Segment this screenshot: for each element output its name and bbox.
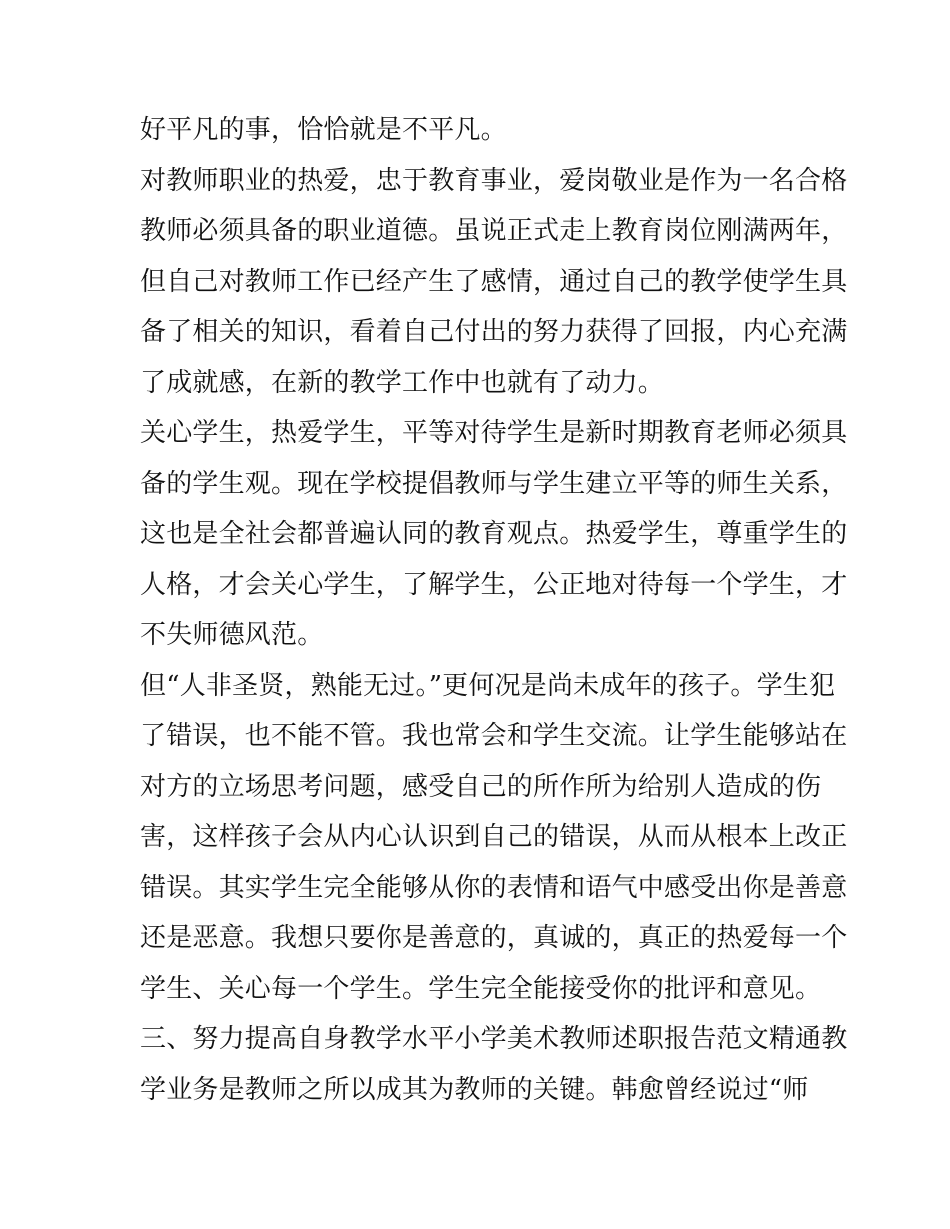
text-line: 对方的立场思考问题，感受自己的所作所为给别人造成的伤: [140, 771, 822, 802]
text-line: 不失师德风范。: [140, 620, 324, 650]
text-line: 备了相关的知识，看着自己付出的努力获得了回报，内心充满: [140, 317, 848, 347]
text-line: 学生、关心每一个学生。学生完全能接受你的批评和意见。: [140, 973, 822, 1004]
text-line: 错误。其实学生完全能够从你的表情和语气中感受出你是善意: [140, 872, 848, 903]
text-line: 还是恶意。我想只要你是善意的，真诚的，真正的热爱每一个: [140, 923, 848, 953]
text-line: 备的学生观。现在学校提倡教师与学生建立平等的师生关系，: [140, 468, 848, 499]
document-body: [140, 105, 848, 1115]
text-line: 人格，才会关心学生，了解学生，公正地对待每一个学生，才: [140, 569, 848, 600]
text-line: 但自己对教师工作已经产生了感情，通过自己的教学使学生具: [140, 266, 848, 297]
text-line: 学业务是教师之所以成其为教师的关键。韩愈曾经说过“师: [140, 1074, 809, 1105]
text-line: 好平凡的事，恰恰就是不平凡。: [140, 115, 507, 145]
text-line: 了错误，也不能不管。我也常会和学生交流。让学生能够站在: [140, 721, 848, 751]
text-line: 这也是全社会都普遍认同的教育观点。热爱学生，尊重学生的: [140, 519, 848, 549]
text-line: 对教师职业的热爱，忠于教育事业，爱岗敬业是作为一名合格: [140, 165, 848, 196]
text-line: 但“人非圣贤，熟能无过。”更何况是尚未成年的孩子。学生犯: [140, 670, 836, 701]
text-line: 关心学生，热爱学生，平等对待学生是新时期教育老师必须具: [140, 418, 848, 448]
text-line: 三、努力提高自身教学水平小学美术教师述职报告范文精通教: [140, 1024, 848, 1054]
text-line: 害，这样孩子会从内心认识到自己的错误，从而从根本上改正: [140, 822, 848, 852]
text-line: 教师必须具备的职业道德。虽说正式走上教育岗位刚满两年，: [140, 216, 848, 246]
text-line: 了成就感，在新的教学工作中也就有了动力。: [140, 367, 665, 398]
